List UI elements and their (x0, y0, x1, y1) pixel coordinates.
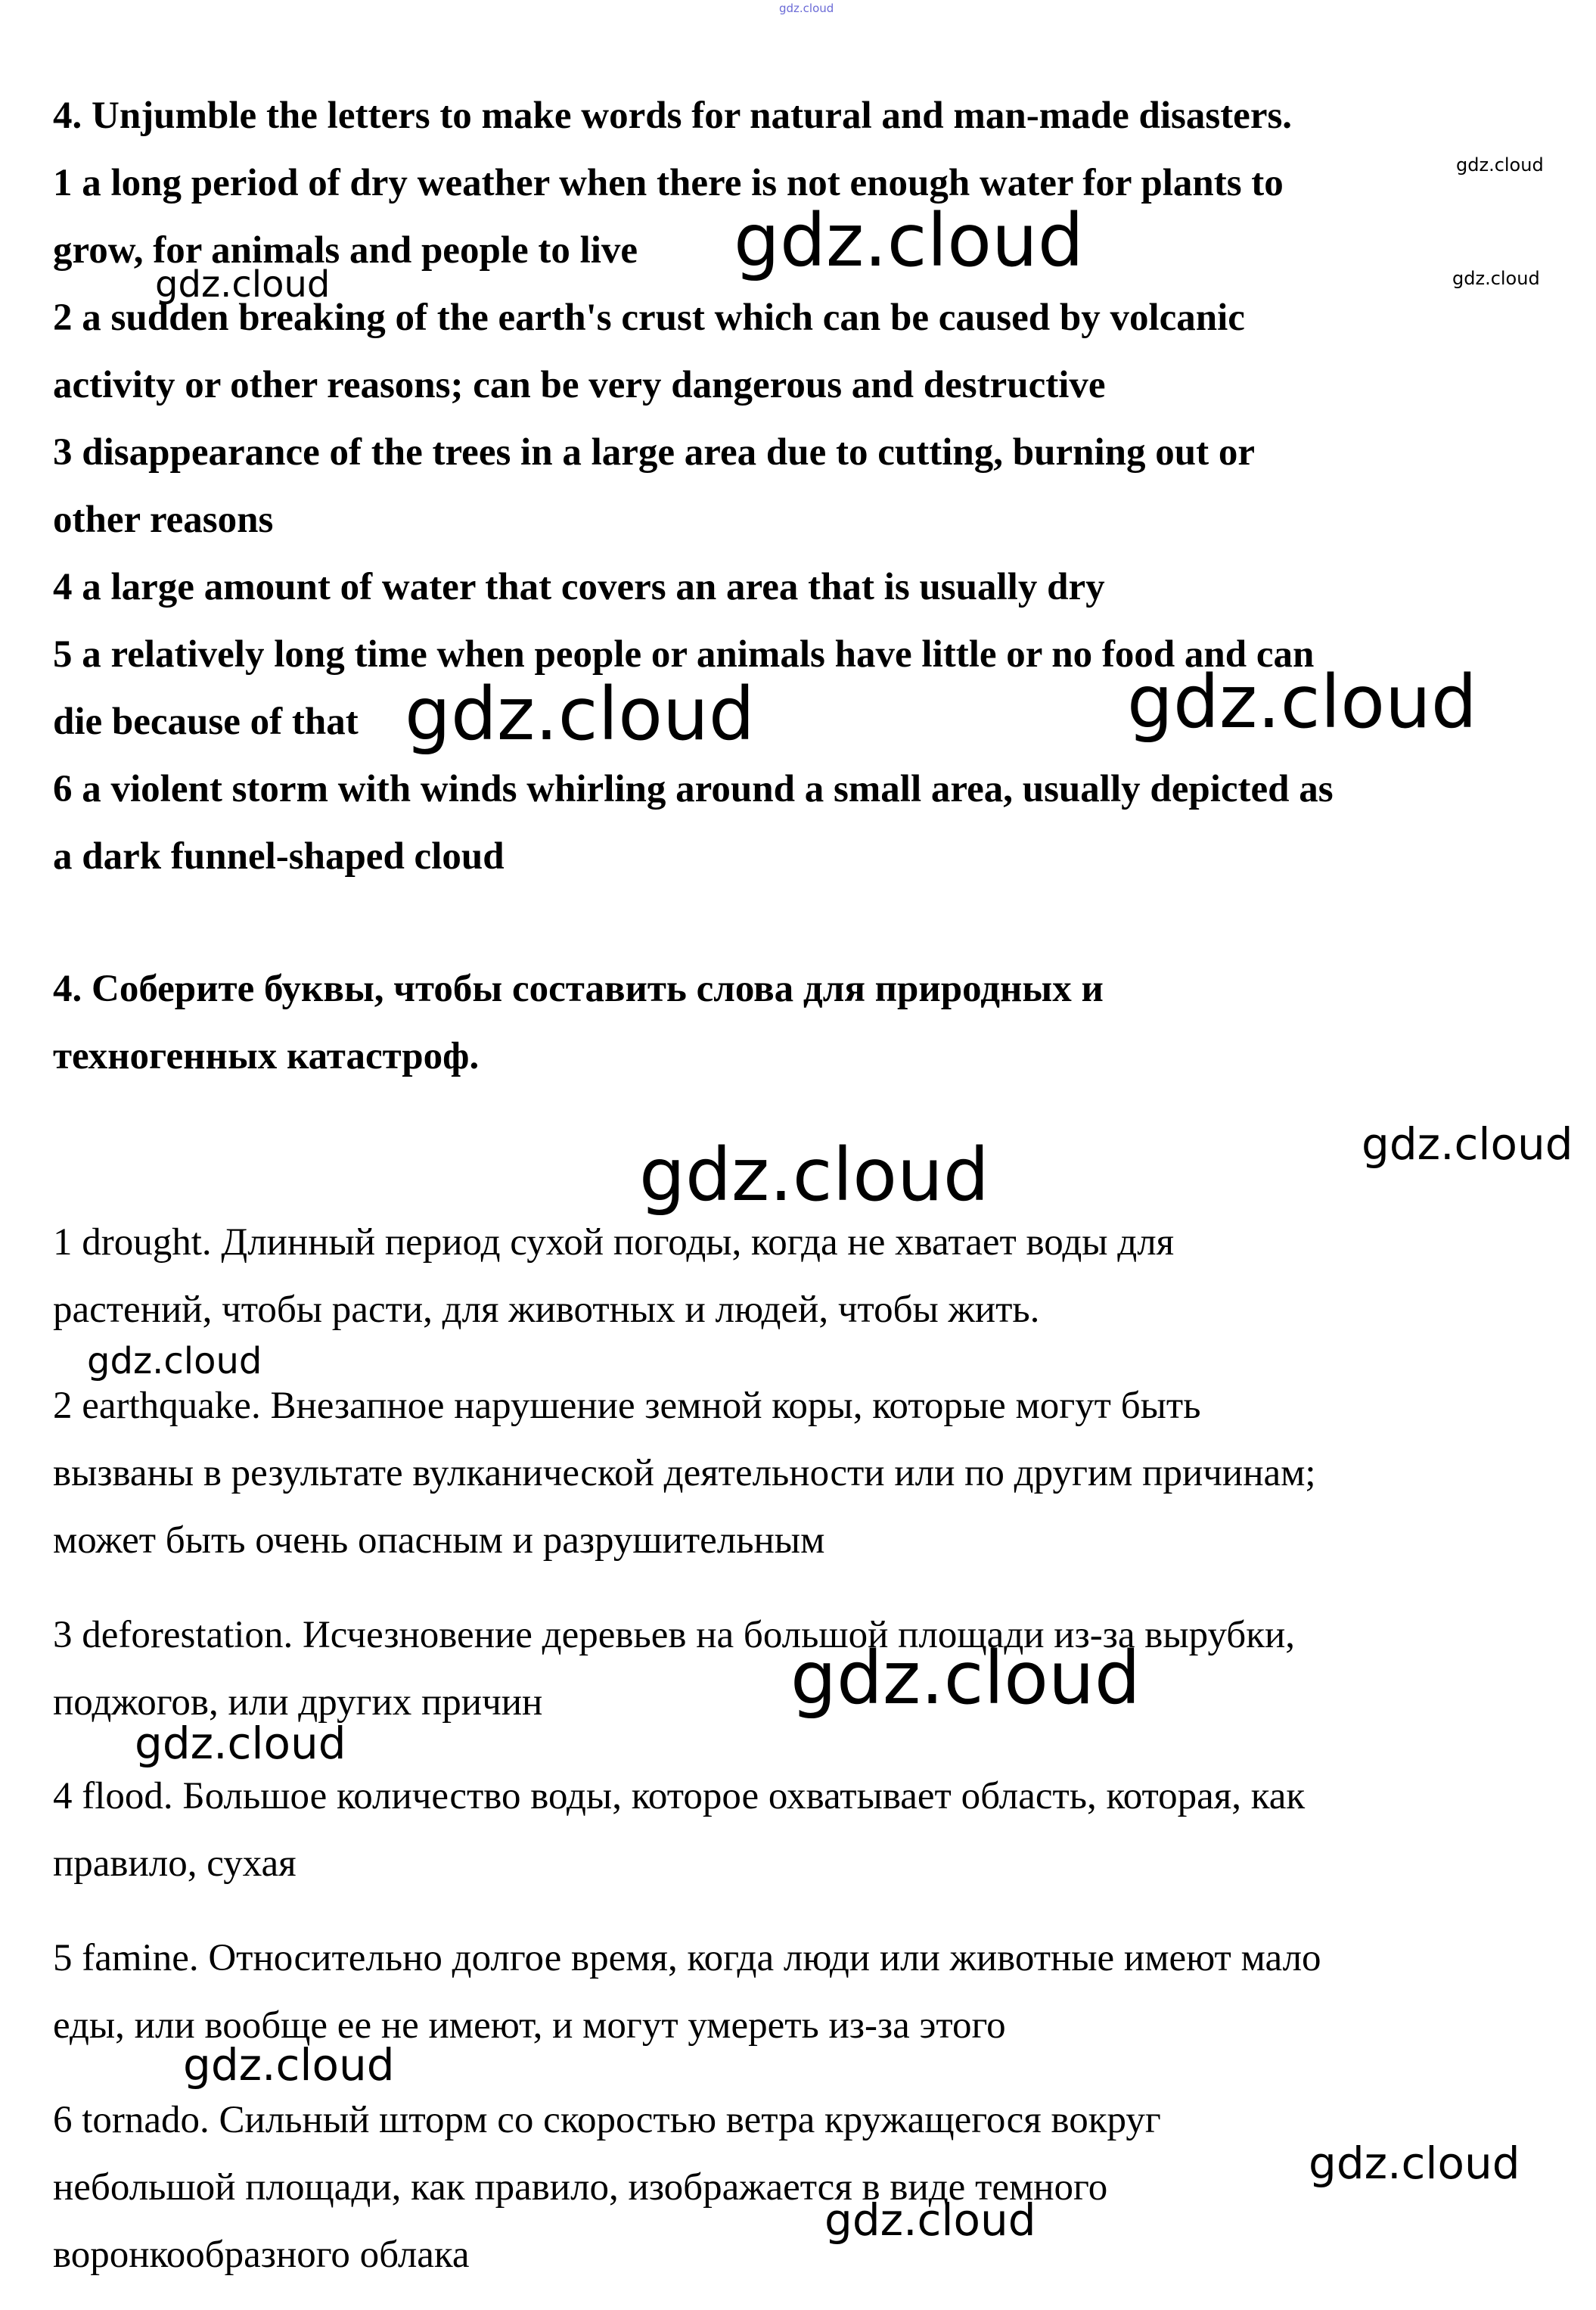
definition-line: activity or other reasons; can be very dangerous and destructive (53, 364, 1106, 406)
watermark: gdz.cloud (1127, 660, 1477, 745)
answer-line: 3 deforestation. Исчезновение деревьев на большой площади из-за вырубки, (53, 1614, 1296, 1656)
watermark: gdz.cloud (639, 1133, 989, 1217)
header-watermark: gdz.cloud (779, 2, 834, 15)
watermark: gdz.cloud (155, 263, 331, 306)
answer-line: 1 drought. Длинный период сухой погоды, когда не хватает воды для (53, 1221, 1175, 1264)
definition-line: 6 a violent storm with winds whirling around a small area, usually depicted as (53, 768, 1334, 810)
answer-line: 2 earthquake. Внезапное нарушение земной коры, которые могут быть (53, 1385, 1201, 1427)
watermark: gdz.cloud (1456, 154, 1544, 176)
exercise-title-ru: техногенных катастроф. (53, 1035, 480, 1077)
watermark: gdz.cloud (87, 1340, 262, 1382)
definition-line: 2 a sudden breaking of the earth's crust which can be caused by volcanic (53, 297, 1245, 339)
answer-line: еды, или вообще ее не имеют, и могут умереть из-за этого (53, 2004, 1006, 2047)
watermark: gdz.cloud (135, 1718, 346, 1769)
answer-line: может быть очень опасным и разрушительным (53, 1519, 825, 1562)
definition-line: 3 disappearance of the trees in a large area due to cutting, burning out or (53, 431, 1255, 474)
answer-line: поджогов, или других причин (53, 1681, 543, 1724)
answer-line: растений, чтобы расти, для животных и людей, чтобы жить. (53, 1289, 1040, 1331)
watermark: gdz.cloud (1452, 268, 1540, 289)
answer-line: небольшой площади, как правило, изображается в виде темного (53, 2166, 1108, 2209)
watermark: gdz.cloud (1362, 1118, 1573, 1170)
watermark: gdz.cloud (734, 198, 1084, 283)
answer-line: 5 famine. Относительно долгое время, когда люди или животные имеют мало (53, 1937, 1321, 1979)
watermark: gdz.cloud (824, 2194, 1036, 2246)
definition-line: other reasons (53, 499, 274, 541)
answer-line: 6 tornado. Сильный шторм со скоростью ветра кружащегося вокруг (53, 2099, 1161, 2141)
definition-line: grow, for animals and people to live (53, 229, 638, 272)
definition-line: 4 a large amount of water that covers an area that is usually dry (53, 566, 1105, 608)
answer-line: воронкообразного облака (53, 2234, 470, 2276)
exercise-title: 4. Unjumble the letters to make words for natural and man-made disasters. (53, 95, 1293, 137)
watermark: gdz.cloud (405, 672, 755, 757)
definition-line: 1 a long period of dry weather when there is not enough water for plants to (53, 162, 1284, 204)
definition-line: die because of that (53, 701, 359, 743)
watermark: gdz.cloud (1309, 2137, 1520, 2189)
watermark: gdz.cloud (790, 1636, 1141, 1721)
answer-line: вызваны в результате вулканической деятельности или по другим причинам; (53, 1452, 1316, 1494)
exercise-title-ru: 4. Соберите буквы, чтобы составить слова для природных и (53, 968, 1104, 1010)
answer-line: 4 flood. Большое количество воды, которое охватывает область, которая, как (53, 1775, 1306, 1817)
watermark: gdz.cloud (183, 2039, 395, 2091)
definition-line: 5 a relatively long time when people or animals have little or no food and can (53, 633, 1315, 676)
definition-line: a dark funnel-shaped cloud (53, 835, 505, 878)
answer-line: правило, сухая (53, 1842, 297, 1885)
